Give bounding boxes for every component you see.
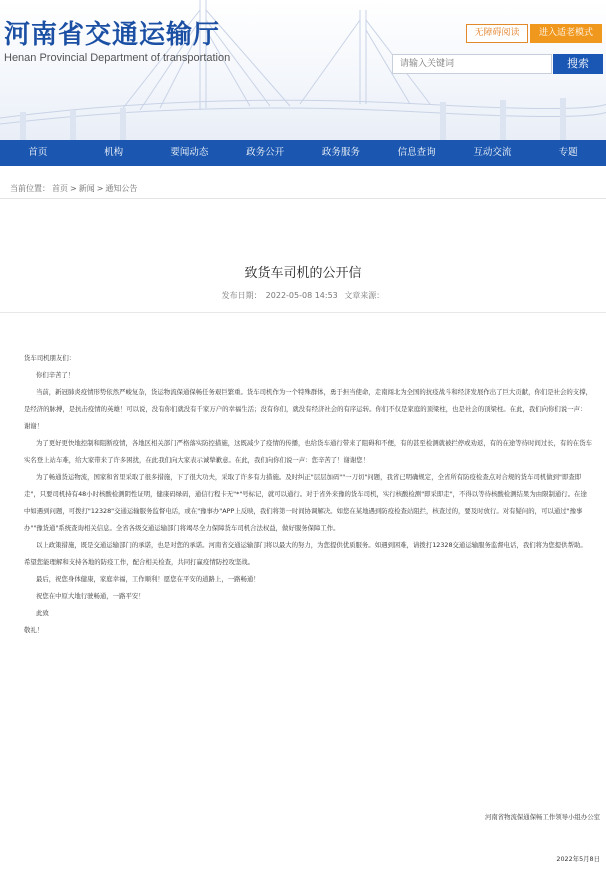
source-label: 文章来源：	[344, 291, 385, 300]
nav-item-info-query[interactable]: 信息查询	[397, 147, 436, 158]
article-salute: 敬礼！	[24, 626, 44, 634]
accessibility-reading-button[interactable]: 无障碍阅读	[466, 24, 528, 43]
nav-item-topics[interactable]: 专题	[558, 147, 578, 158]
breadcrumb	[10, 183, 139, 194]
breadcrumb-item-news[interactable]: 新闻	[78, 184, 95, 193]
nav-item-interaction[interactable]: 互动交流	[473, 147, 512, 158]
article-paragraph: 为了畅通货运物流，国家和省里采取了很多措施，下了很大功夫，采取了许多有力措施。及时纠正"层层加码""一刀切"问题，我省已明确规定，全省所有防疫检查点对合规的货车司机做到"即查即走"，只要司机持有48小时核酸检测阴性证明，健康码绿码，通信行程卡无"*"号标记，就可以通行。对于省外来豫的货车司机，实行核酸检测"即采即走"，不得以等待核酸检测结果为由限制通行。在途中如遇到问题，可拨打"12328"交通运输服务监督电话，或在"豫事办"APP上反映，我们将第一时间协调解决。如您在某地遇到防疫检查站阻拦，核查过的，要及时放行。对有疑问的，可以通过"豫事办""豫货通"系统查询相关信息。全省各级交通运输部门将竭尽全力保障货车司机合法权益，做好服务保障工作。	[24, 473, 587, 532]
elder-mode-button[interactable]: 进入适老模式	[530, 24, 602, 43]
search-input[interactable]	[392, 54, 552, 74]
breadcrumb-separator: >	[96, 184, 104, 193]
publish-date-label: 发布日期：	[221, 291, 262, 300]
article-paragraph: 以上政策措施，既是交通运输部门的承诺，也是对您的承诺。河南省交通运输部门将以最大的努力，为您提供优质服务。如遇到困难，请拨打12328交通运输服务监督电话，我们将为您提供帮助。希望您能理解和支持各地的防疫工作，配合相关检查，共同打赢疫情防控攻坚战。	[24, 541, 587, 566]
search-button[interactable]: 搜索	[553, 54, 603, 74]
nav-item-home[interactable]: 首页	[28, 147, 48, 158]
site-header	[0, 0, 606, 140]
article-paragraph: 祝您在中原大地行驶畅通，一路平安！	[36, 592, 145, 600]
nav-item-gov-affairs[interactable]: 政务公开	[246, 147, 285, 158]
nav-item-organization[interactable]: 机构	[104, 147, 124, 158]
article-paragraph: 当前，新冠肺炎疫情形势依然严峻复杂，货运物流保通保畅任务艰巨繁重。货车司机作为一个特殊群体，勇于担当使命，走南闯北为全国的抗疫战斗和经济发展作出了巨大贡献，你们是社会的支撑，是经济的脉搏，是抗击疫情的英雄！可以说，没有你们就没有千家万户的幸福生活；没有你们，就没有经济社会的有序运转。你们不仅是家庭的顶梁柱，也是社会的顶梁柱。在此，我们向你们说一声：谢谢！	[24, 388, 592, 430]
article-paragraph: 你们辛苦了！	[36, 371, 75, 379]
breadcrumb-divider	[0, 198, 606, 199]
article-title: 致货车司机的公开信	[244, 266, 362, 281]
breadcrumb-item-home[interactable]: 首页	[52, 184, 68, 193]
site-logo-title[interactable]: 河南省交通运输厅	[4, 20, 221, 50]
article-body	[24, 350, 592, 639]
site-logo-subtitle: Henan Provincial Department of transportation	[4, 52, 231, 64]
article-paragraph: 最后，祝您身体健康，家庭幸福，工作顺利！愿您在平安的道路上，一路畅通！	[36, 575, 260, 583]
nav-item-gov-services[interactable]: 政务服务	[321, 147, 360, 158]
article-closing: 此致	[36, 609, 49, 617]
signature-organization: 河南省物流保通保畅工作领导小组办公室	[484, 813, 600, 821]
main-nav	[0, 140, 606, 166]
publish-date: 2022-05-08 14:53	[265, 291, 338, 300]
article-meta	[0, 290, 606, 301]
article-divider	[0, 312, 606, 313]
article-paragraph: 为了更好更快地控制和阻断疫情，各地区相关部门严格落实防控措施，这既减少了疫情的传播，也给货车通行带来了阻碍和不便，有的甚至检测就被拦停或劝返，有的在途等待时间过长，有的在货车实名登上站车难，给大家带来了许多困扰，在此我们向大家表示诚挚歉意。在此，我们向你们说一声：您辛苦了！谢谢您！	[24, 439, 592, 464]
breadcrumb-separator: >	[70, 184, 77, 193]
article-greeting: 货车司机朋友们：	[24, 354, 76, 362]
signature-date: 2022年5月8日	[556, 855, 600, 863]
nav-item-news[interactable]: 要闻动态	[170, 147, 209, 158]
breadcrumb-prefix: 当前位置：	[10, 184, 50, 193]
breadcrumb-item-notices[interactable]: 通知公告	[105, 184, 138, 193]
